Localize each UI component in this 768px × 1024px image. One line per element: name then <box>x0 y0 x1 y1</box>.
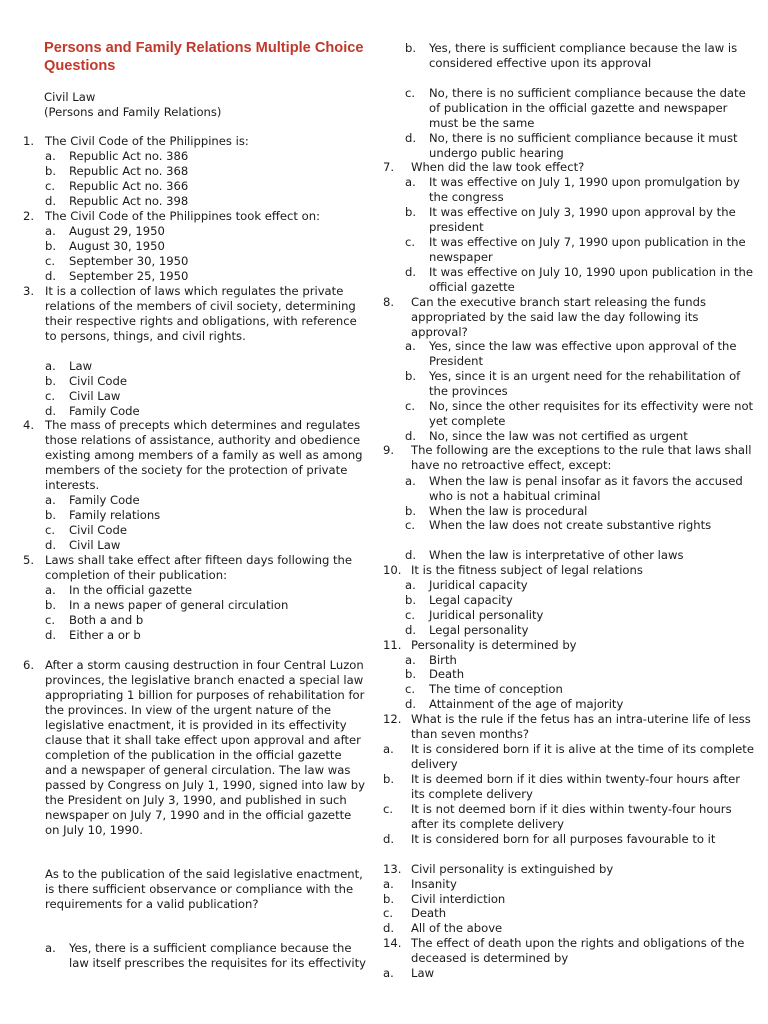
question-number: 14. <box>383 936 402 950</box>
answer-option <box>383 608 757 623</box>
question-item <box>23 553 367 583</box>
answer-option <box>383 131 757 161</box>
answer-option <box>383 593 757 608</box>
option-letter: b. <box>45 598 57 612</box>
answer-option <box>23 389 367 404</box>
option-text: It was effective on July 7, 1990 upon publication in the newspaper <box>429 235 746 264</box>
answer-option <box>23 254 367 269</box>
option-text: Either a or b <box>69 628 141 642</box>
option-text: No, since the law was not certified as urgent <box>429 429 688 443</box>
option-letter: d. <box>45 404 57 418</box>
option-letter: b. <box>45 374 57 388</box>
option-letter: b. <box>45 508 57 522</box>
option-text: No, since the other requisites for its effectivity were not yet complete <box>429 399 754 428</box>
intro-block <box>44 90 364 120</box>
answer-option <box>23 628 367 643</box>
option-text: August 30, 1950 <box>69 239 165 253</box>
question-text: Personality is determined by <box>411 638 577 652</box>
option-letter: d. <box>45 269 57 283</box>
question-item <box>383 563 757 578</box>
question-text: The following are the exceptions to the rule that laws shall have no retroactive effect, except: <box>411 443 752 472</box>
question-item <box>23 658 367 838</box>
answer-option <box>383 772 757 802</box>
option-letter: c. <box>45 254 56 268</box>
question-text: It is a collection of laws which regulates the private relations of the members of civil society, determining their respective rights and obligations, with reference to persons, things, and civil rights. <box>45 284 357 343</box>
option-letter: c. <box>383 802 394 816</box>
option-text: It was effective on July 10, 1990 upon publication in the official gazette <box>429 265 754 294</box>
answer-option <box>23 269 367 284</box>
answer-option <box>383 802 757 832</box>
question-text: When did the law took effect? <box>411 160 585 174</box>
answer-option <box>23 583 367 598</box>
answer-option <box>23 194 367 209</box>
option-letter: c. <box>405 608 416 622</box>
answer-option <box>383 399 757 429</box>
answer-option <box>383 369 757 399</box>
answer-option <box>23 508 367 523</box>
option-letter: c. <box>405 399 416 413</box>
option-text: When the law does not create substantive rights <box>429 518 712 532</box>
option-letter: a. <box>45 941 56 955</box>
question-item <box>23 209 367 224</box>
option-text: Civil Law <box>69 538 121 552</box>
option-text: Yes, since it is an urgent need for the rehabilitation of the provinces <box>429 369 741 398</box>
question-item <box>383 936 757 966</box>
question-item <box>383 160 757 175</box>
option-letter: d. <box>45 628 57 642</box>
option-letter: d. <box>405 265 417 279</box>
answer-option <box>383 877 757 892</box>
question-text: The Civil Code of the Philippines took effect on: <box>45 209 320 223</box>
option-text: Republic Act no. 386 <box>69 149 189 163</box>
question-text: The mass of precepts which determines and regulates those relations of assistance, authority and obedience existing among members of a family as well as among members of the society for the protection of private interests. <box>45 418 363 492</box>
option-text: Both a and b <box>69 613 144 627</box>
option-letter: a. <box>405 175 416 189</box>
question-item <box>383 443 757 473</box>
answer-option <box>383 682 757 697</box>
option-letter: d. <box>405 131 417 145</box>
answer-option <box>23 404 367 419</box>
option-letter: d. <box>45 538 57 552</box>
answer-option <box>383 205 757 235</box>
intro-line-topic: (Persons and Family Relations) <box>44 105 222 119</box>
question-text: Civil personality is extinguished by <box>411 862 614 876</box>
question-number: 11. <box>383 638 402 652</box>
question-item <box>383 862 757 877</box>
option-text: No, there is no sufficient compliance because it must undergo public hearing <box>429 131 738 160</box>
answer-option <box>23 239 367 254</box>
option-text: Yes, since the law was effective upon approval of the President <box>429 339 737 368</box>
answer-option <box>383 265 757 295</box>
answer-option <box>383 966 757 981</box>
option-letter: a. <box>383 742 394 756</box>
question-text: The Civil Code of the Philippines is: <box>45 134 249 148</box>
option-text: August 29, 1950 <box>69 224 165 238</box>
answer-option <box>383 504 757 519</box>
option-text: The time of conception <box>429 682 563 696</box>
question-number: 6. <box>23 658 35 672</box>
answer-option <box>23 523 367 538</box>
option-text: Insanity <box>411 877 457 891</box>
option-text: Birth <box>429 653 457 667</box>
option-text: Law <box>69 359 93 373</box>
question-text: Laws shall take effect after fifteen days following the completion of their publication: <box>45 553 353 582</box>
option-letter: c. <box>45 523 56 537</box>
answer-option <box>383 175 757 205</box>
option-text: Legal personality <box>429 623 529 637</box>
option-letter: d. <box>405 429 417 443</box>
option-letter: a. <box>45 493 56 507</box>
question-number: 9. <box>383 443 395 457</box>
option-text: Law <box>411 966 435 980</box>
option-letter: a. <box>383 966 394 980</box>
option-text: When the law is interpretative of other laws <box>429 548 684 562</box>
option-letter: d. <box>383 832 395 846</box>
question-number: 1. <box>23 134 35 148</box>
option-letter: c. <box>45 179 56 193</box>
option-text: Attainment of the age of majority <box>429 697 624 711</box>
option-letter: a. <box>405 653 416 667</box>
paragraph-text: As to the publication of the said legislative enactment, is there sufficient observance or compliance with the requirements for a valid publication? <box>45 867 363 911</box>
answer-option <box>383 41 757 71</box>
question-number: 2. <box>23 209 35 223</box>
option-letter: a. <box>383 877 394 891</box>
option-letter: a. <box>405 474 416 488</box>
question-text: The effect of death upon the rights and obligations of the deceased is determined by <box>411 936 745 965</box>
option-text: Yes, there is a sufficient compliance because the law itself prescribes the requisites for its effectivity <box>69 941 366 970</box>
answer-option <box>383 742 757 772</box>
option-text: Yes, there is sufficient compliance because the law is considered effective upon its approval <box>429 41 738 70</box>
option-letter: d. <box>405 623 417 637</box>
option-letter: b. <box>45 239 57 253</box>
option-letter: b. <box>405 504 417 518</box>
option-letter: c. <box>405 518 416 532</box>
answer-option <box>383 667 757 682</box>
answer-option <box>383 623 757 638</box>
answer-option <box>383 518 757 533</box>
answer-option <box>383 86 757 131</box>
answer-option <box>23 164 367 179</box>
answer-option <box>383 921 757 936</box>
intro-line-subject: Civil Law <box>44 90 96 104</box>
option-text: Juridical capacity <box>429 578 528 592</box>
question-text: What is the rule if the fetus has an intra-uterine life of less than seven months? <box>411 712 751 741</box>
question-item <box>383 712 757 742</box>
question-item <box>23 418 367 493</box>
option-letter: c. <box>383 906 394 920</box>
option-letter: a. <box>45 149 56 163</box>
answer-option <box>383 578 757 593</box>
option-letter: a. <box>45 224 56 238</box>
option-text: Civil interdiction <box>411 892 506 906</box>
option-text: September 25, 1950 <box>69 269 189 283</box>
answer-option <box>383 548 757 563</box>
option-letter: b. <box>405 369 417 383</box>
answer-option <box>23 493 367 508</box>
option-letter: b. <box>383 892 395 906</box>
question-number: 8. <box>383 295 395 309</box>
answer-option <box>23 179 367 194</box>
option-letter: b. <box>405 593 417 607</box>
answer-option <box>383 474 757 504</box>
option-text: Death <box>429 667 465 681</box>
option-text: No, there is no sufficient compliance because the date of publication in the official gazette and newspaper must be the same <box>429 86 746 130</box>
question-paragraph <box>23 867 367 912</box>
answer-option <box>383 235 757 265</box>
option-letter: d. <box>383 921 395 935</box>
option-text: Family relations <box>69 508 161 522</box>
option-text: Family Code <box>69 404 140 418</box>
option-text: It is considered born if it is alive at the time of its complete delivery <box>411 742 754 771</box>
option-letter: b. <box>383 772 395 786</box>
option-letter: b. <box>405 205 417 219</box>
answer-option <box>383 906 757 921</box>
option-letter: d. <box>45 194 57 208</box>
option-text: September 30, 1950 <box>69 254 189 268</box>
option-letter: a. <box>405 339 416 353</box>
answer-option <box>23 613 367 628</box>
option-text: When the law is penal insofar as it favors the accused who is not a habitual criminal <box>429 474 743 503</box>
answer-option <box>383 832 757 847</box>
question-number: 12. <box>383 712 402 726</box>
option-letter: a. <box>405 578 416 592</box>
question-number: 13. <box>383 862 402 876</box>
question-text: After a storm causing destruction in four Central Luzon provinces, the legislative branch enacted a special law appropriating 1 billion for purposes of rehabilitation for the provinces. In view of the urgent nature of the legislative enactment, it is provided in its effectivity clause that it shall take effect upon approval and after completion of the publication in the official gazette and a newspaper of general circulation. The law was passed by Congress on July 1, 1990, signed into law by the President on July 3, 1990, and published in such newspaper on July 7, 1990 and in the official gazette on July 10, 1990. <box>45 658 365 837</box>
answer-option <box>383 653 757 668</box>
question-text: Can the executive branch start releasing the funds appropriated by the said law the day following its approval? <box>411 295 707 339</box>
option-letter: a. <box>45 583 56 597</box>
document-title: Persons and Family Relations Multiple Choice Questions <box>44 40 364 74</box>
question-item <box>23 134 367 149</box>
option-text: Civil Code <box>69 523 127 537</box>
option-text: Civil Code <box>69 374 127 388</box>
option-text: It is not deemed born if it dies within twenty-four hours after its complete delivery <box>411 802 732 831</box>
option-text: Republic Act no. 368 <box>69 164 189 178</box>
option-letter: d. <box>405 697 417 711</box>
answer-option <box>23 598 367 613</box>
option-text: When the law is procedural <box>429 504 588 518</box>
option-text: Republic Act no. 398 <box>69 194 189 208</box>
answer-option <box>383 339 757 369</box>
option-letter: c. <box>45 389 56 403</box>
option-text: All of the above <box>411 921 503 935</box>
option-letter: a. <box>45 359 56 373</box>
question-item <box>383 638 757 653</box>
option-text: It is considered born for all purposes favourable to it <box>411 832 716 846</box>
option-letter: c. <box>45 613 56 627</box>
answer-option <box>23 149 367 164</box>
answer-option <box>23 538 367 553</box>
option-text: It was effective on July 1, 1990 upon promulgation by the congress <box>429 175 740 204</box>
question-number: 4. <box>23 418 35 432</box>
answer-option <box>23 374 367 389</box>
option-letter: b. <box>405 41 417 55</box>
answer-option <box>383 697 757 712</box>
option-text: Civil Law <box>69 389 121 403</box>
question-item <box>23 284 367 344</box>
question-number: 7. <box>383 160 395 174</box>
question-item <box>383 295 757 340</box>
option-text: In a news paper of general circulation <box>69 598 289 612</box>
option-letter: b. <box>405 667 417 681</box>
answer-option <box>23 359 367 374</box>
option-text: Death <box>411 906 447 920</box>
answer-option <box>23 224 367 239</box>
option-text: It was effective on July 3, 1990 upon approval by the president <box>429 205 736 234</box>
answer-option <box>23 941 367 971</box>
question-number: 3. <box>23 284 35 298</box>
option-text: Family Code <box>69 493 140 507</box>
option-text: Legal capacity <box>429 593 513 607</box>
option-letter: c. <box>405 86 416 100</box>
question-number: 5. <box>23 553 35 567</box>
question-number: 10. <box>383 563 402 577</box>
option-text: In the official gazette <box>69 583 192 597</box>
option-text: Juridical personality <box>429 608 544 622</box>
option-text: It is deemed born if it dies within twenty-four hours after its complete delivery <box>411 772 741 801</box>
question-text: It is the fitness subject of legal relations <box>411 563 643 577</box>
option-letter: b. <box>45 164 57 178</box>
answer-option <box>383 429 757 444</box>
option-text: Republic Act no. 366 <box>69 179 189 193</box>
option-letter: c. <box>405 235 416 249</box>
option-letter: d. <box>405 548 417 562</box>
option-letter: c. <box>405 682 416 696</box>
answer-option <box>383 892 757 907</box>
